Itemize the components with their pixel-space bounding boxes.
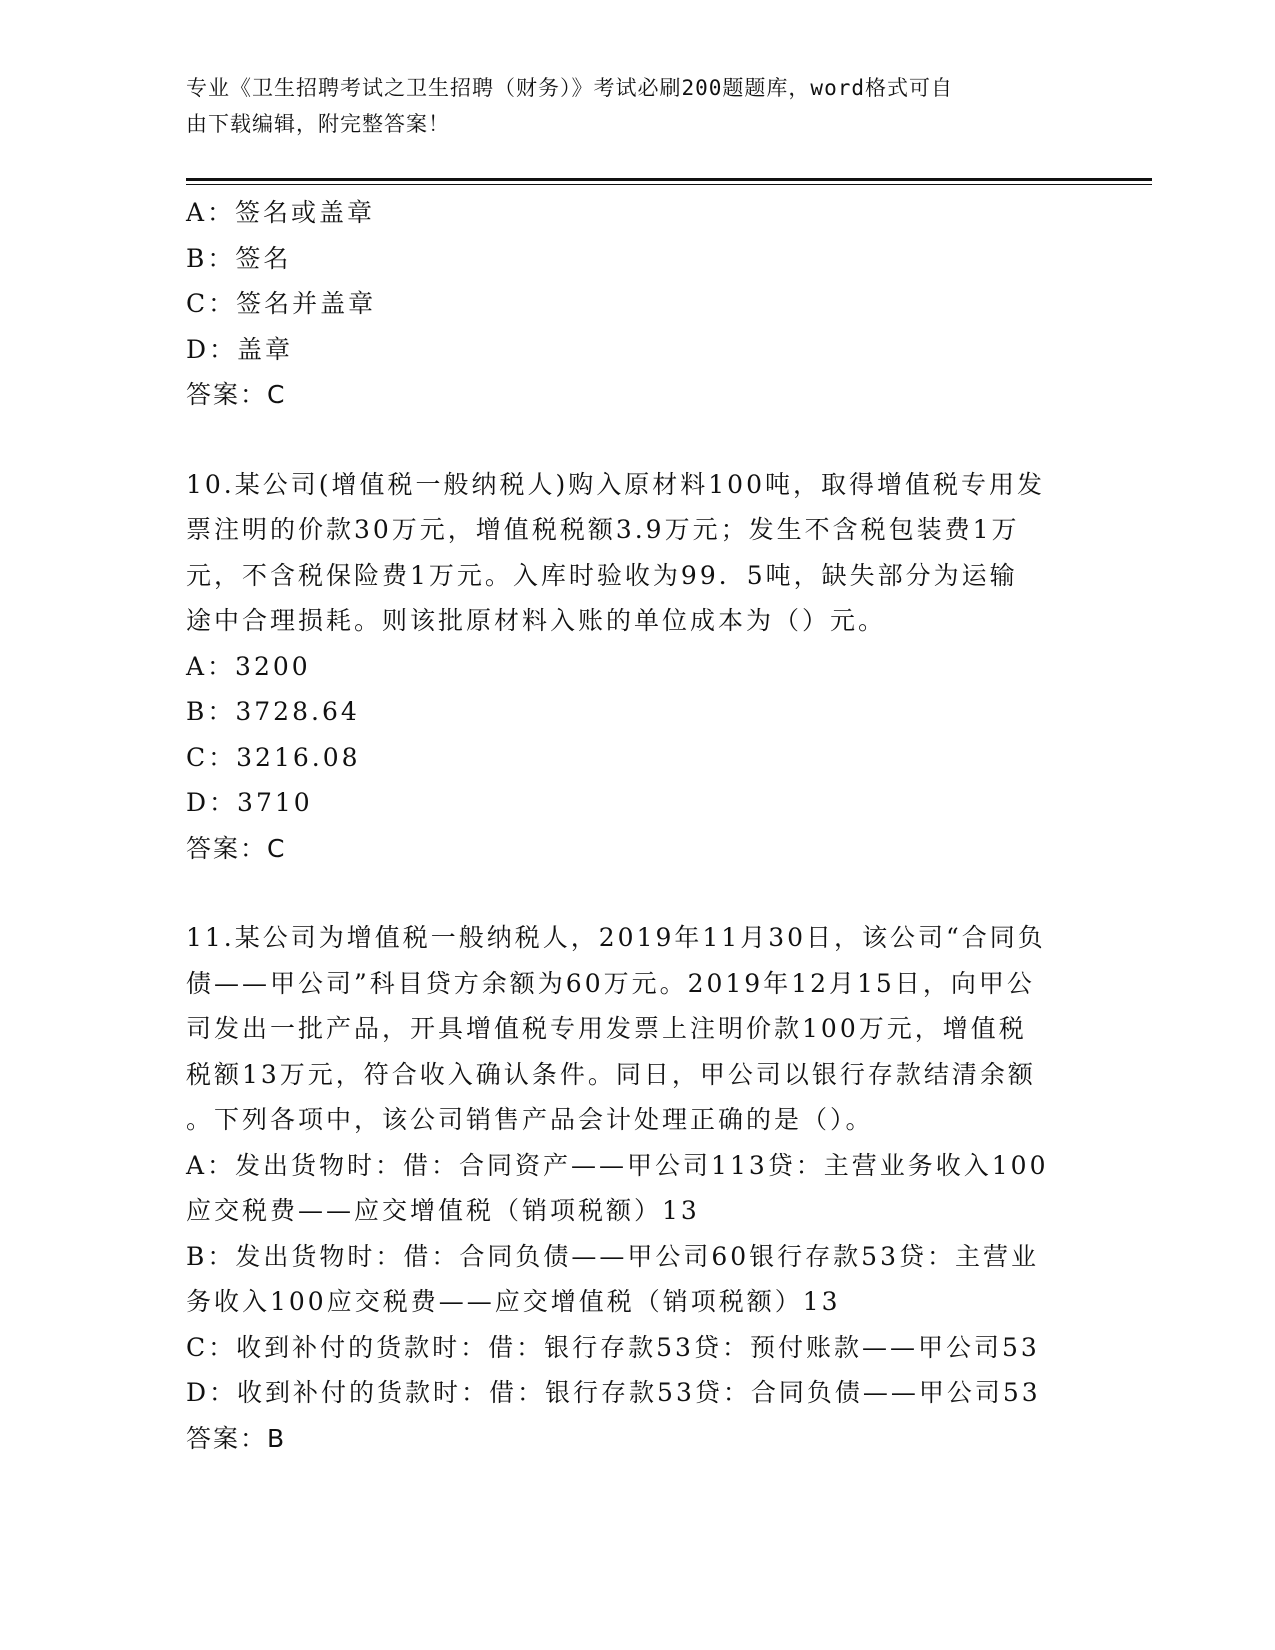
stem-line: 11.某公司为增值税一般纳税人，2019年11月30日，该公司“合同负	[186, 923, 1046, 952]
header-line-1: 专业《卫生招聘考试之卫生招聘（财务）》考试必刷200题题库，word格式可自	[186, 76, 953, 100]
stem-line: 债——甲公司”科目贷方余额为60万元。2019年12月15日，向甲公	[186, 968, 1035, 998]
question-10	[186, 462, 1086, 872]
option-d: D：盖章	[186, 334, 294, 364]
option-c: C：签名并盖章	[186, 289, 377, 318]
answer-line: 答案：C	[186, 833, 287, 863]
option-a: A：发出货物时：借：合同资产——甲公司113贷：主营业务收入100	[186, 1150, 1049, 1180]
option-b-continued: 务收入100应交税费——应交增值税（销项税额）13	[186, 1287, 841, 1316]
option-b: B：签名	[186, 243, 292, 273]
option-a: A：3200	[186, 651, 311, 681]
option-a: A：签名或盖章	[186, 198, 376, 227]
stem-line: 票注明的价款30万元，增值税税额3.9万元；发生不含税包装费1万	[186, 515, 1020, 544]
header-line-2: 由下载编辑，附完整答案！	[186, 112, 450, 136]
option-c: C：3216.08	[186, 742, 361, 772]
question-11	[186, 915, 1086, 1461]
question-9	[186, 190, 1086, 418]
answer-line: 答案：B	[186, 1423, 287, 1453]
stem-line: 税额13万元，符合收入确认条件。同日，甲公司以银行存款结清余额	[186, 1059, 1036, 1089]
stem-line: 元，不含税保险费1万元。入库时验收为99．5吨，缺失部分为运输	[186, 560, 1018, 590]
question-stem	[186, 915, 1066, 1143]
header-rule-thin	[186, 184, 1152, 185]
option-d: D：3710	[186, 788, 313, 817]
header-rule-thick	[186, 178, 1152, 181]
option-d: D：收到补付的货款时：借：银行存款53贷：合同负债——甲公司53	[186, 1378, 1041, 1407]
option-b: B：3728.64	[186, 697, 360, 726]
stem-line: 途中合理损耗。则该批原材料入账的单位成本为（）元。	[186, 606, 887, 635]
question-gap	[186, 418, 1086, 462]
question-stem	[186, 462, 1066, 644]
question-gap	[186, 871, 1086, 915]
option-c: C：收到补付的货款时：借：银行存款53贷：预付账款——甲公司53	[186, 1332, 1040, 1362]
answer-line: 答案：C	[186, 380, 287, 409]
option-a-continued: 应交税费——应交增值税（销项税额）13	[186, 1196, 700, 1225]
document-body	[186, 190, 1086, 1461]
document-header	[186, 70, 1066, 142]
stem-line: 。下列各项中，该公司销售产品会计处理正确的是（）。	[186, 1105, 874, 1134]
stem-line: 10.某公司(增值税一般纳税人)购入原材料100吨，取得增值税专用发	[186, 469, 1045, 499]
stem-line: 司发出一批产品，开具增值税专用发票上注明价款100万元，增值税	[186, 1014, 1027, 1043]
option-b: B：发出货物时：借：合同负债——甲公司60银行存款53贷：主营业	[186, 1241, 1039, 1271]
